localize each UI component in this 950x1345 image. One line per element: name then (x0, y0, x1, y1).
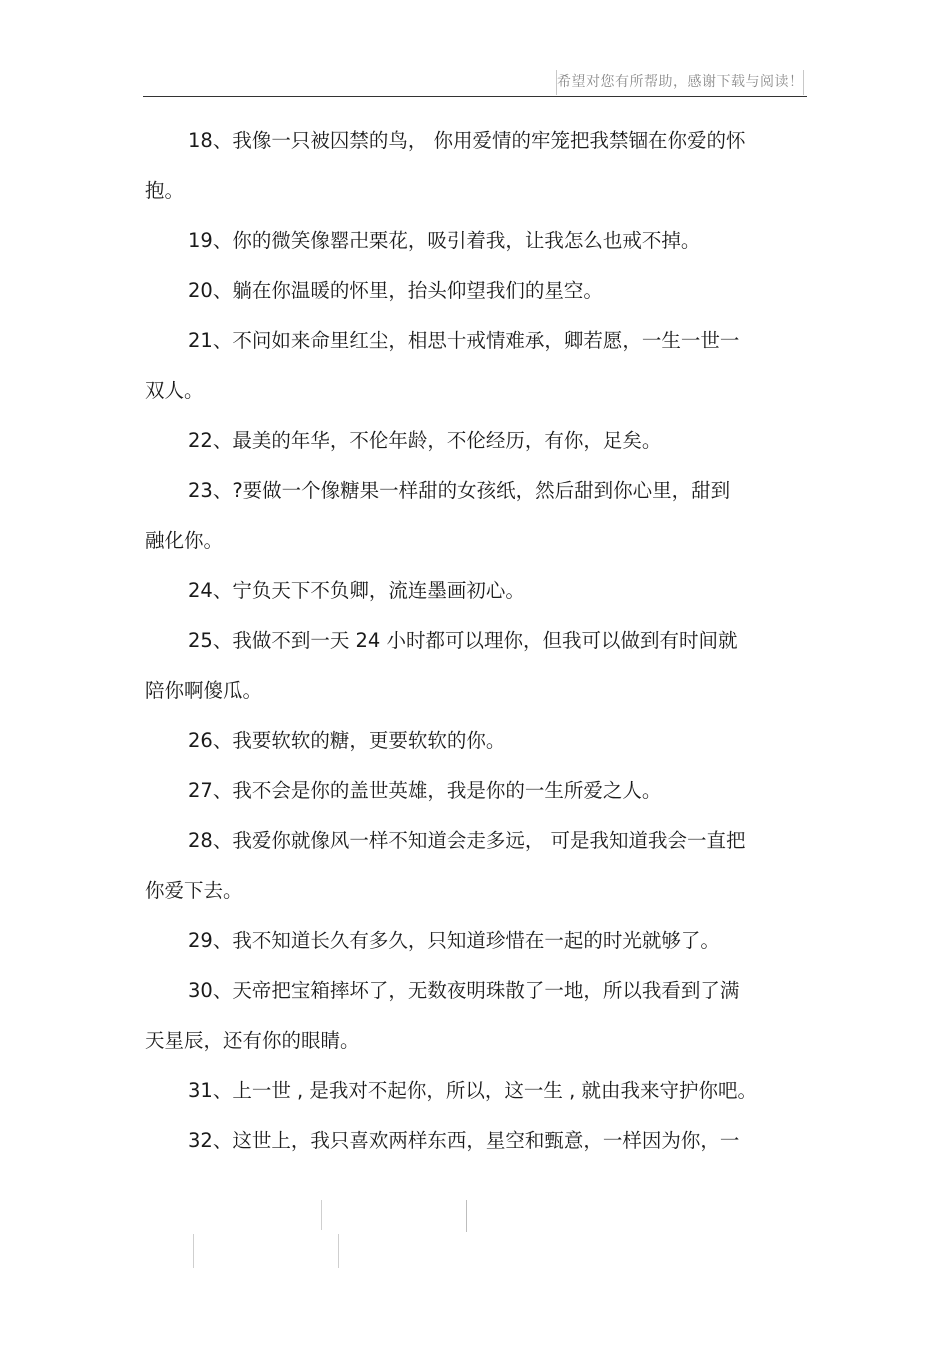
text-line: 26、我要软软的糖，更要软软的你。 (188, 729, 506, 752)
scan-fragment-line (321, 1200, 322, 1230)
text-line: 20、躺在你温暖的怀里，抬头仰望我们的星空。 (188, 279, 603, 302)
text-line: 你爱下去。 (145, 879, 243, 902)
scan-fragment-line (193, 1234, 194, 1268)
text-line: 28、我爱你就像风一样不知道会走多远， 可是我知道我会一直把 (188, 829, 746, 852)
text-line: 24、宁负天下不负卿，流连墨画初心。 (188, 579, 525, 602)
text-line: 双人。 (145, 379, 204, 402)
text-line: 21、不问如来命里红尘，相思十戒情难承，卿若愿，一生一世一 (188, 329, 740, 352)
text-line: 22、最美的年华，不伦年龄，不伦经历，有你，足矣。 (188, 429, 662, 452)
header-rule (143, 96, 807, 97)
text-line: 31、上一世 , 是我对不起你，所以，这一生 , 就由我来守护你吧。 (188, 1079, 758, 1102)
text-line: 陪你啊傻瓜。 (145, 679, 263, 702)
header-note: 希望对您有所帮助，感谢下载与阅读！ (556, 70, 804, 95)
text-line: 抱。 (145, 179, 185, 202)
text-line: 32、这世上，我只喜欢两样东西，星空和甄意，一样因为你，一 (188, 1129, 740, 1152)
text-line: 27、我不会是你的盖世英雄，我是你的一生所爱之人。 (188, 779, 662, 802)
text-line: 30、天帝把宝箱摔坏了，无数夜明珠散了一地，所以我看到了满 (188, 979, 740, 1002)
text-line: 25、我做不到一天 24 小时都可以理你，但我可以做到有时间就 (188, 629, 738, 652)
text-line: 天星辰，还有你的眼睛。 (145, 1029, 360, 1052)
text-line: 18、我像一只被囚禁的鸟， 你用爱情的牢笼把我禁锢在你爱的怀 (188, 129, 746, 152)
text-line: 融化你。 (145, 529, 224, 552)
text-line: 19、你的微笑像罂卍栗花，吸引着我，让我怎么也戒不掉。 (188, 229, 701, 252)
scan-fragment-line (466, 1200, 467, 1232)
text-line: 23、?要做一个像糖果一样甜的女孩纸，然后甜到你心里，甜到 (188, 479, 731, 502)
scan-fragment-line (338, 1234, 339, 1268)
text-line: 29、我不知道长久有多久，只知道珍惜在一起的时光就够了。 (188, 929, 720, 952)
